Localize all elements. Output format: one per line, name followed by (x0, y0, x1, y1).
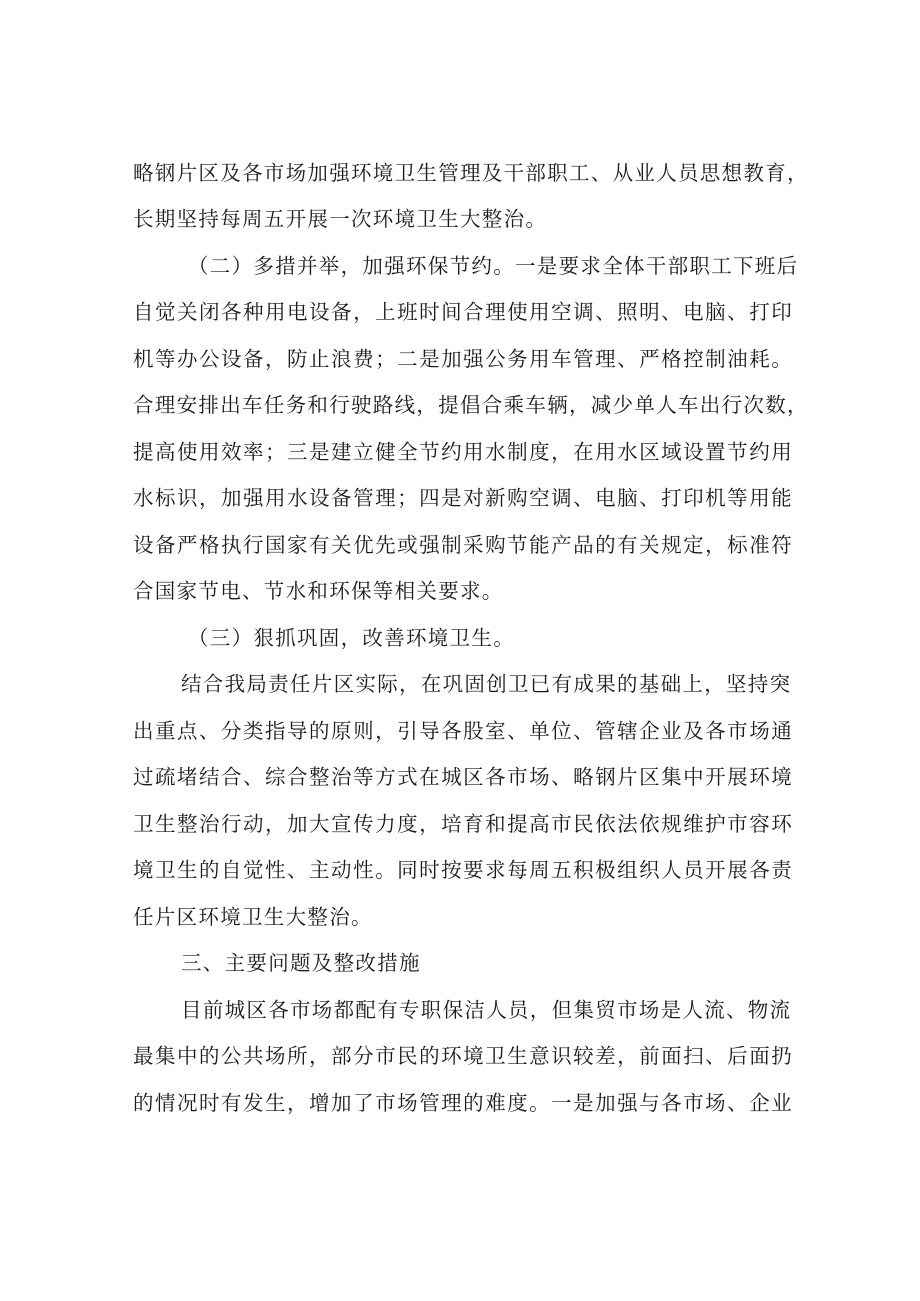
body-text-line: 最集中的公共场所，部分市民的环境卫生意识较差，前面扫、后面扔 (133, 1044, 793, 1068)
body-text-line: 设备严格执行国家有关优先或强制采购节能产品的有关规定，标准符 (133, 533, 793, 557)
body-text-line: 的情况时有发生，增加了市场管理的难度。一是加强与各市场、企业 (133, 1091, 793, 1115)
body-text-line: 提高使用效率；三是建立健全节约用水制度，在用水区域设置节约用 (133, 440, 793, 464)
body-text-line: 出重点、分类指导的原则，引导各股室、单位、管辖企业及各市场通 (133, 719, 793, 743)
body-text-line: 略钢片区及各市场加强环境卫生管理及干部职工、从业人员思想教育， (133, 161, 809, 185)
chapter-heading: 三、主要问题及整改措施 (181, 951, 421, 975)
body-text-line: 长期坚持每周五开展一次环境卫生大整治。 (133, 207, 548, 231)
body-text-line: 合国家节电、节水和环保等相关要求。 (133, 579, 504, 603)
body-text-line: 水标识，加强用水设备管理；四是对新购空调、电脑、打印机等用能 (133, 486, 793, 510)
body-text-line: 目前城区各市场都配有专职保洁人员，但集贸市场是人流、物流 (181, 998, 792, 1022)
section-heading-2: （二）多措并举，加强环保节约。一是要求全体干部职工下班后 (188, 254, 799, 278)
body-text-line: 境卫生的自觉性、主动性。同时按要求每周五积极组织人员开展各责 (133, 858, 793, 882)
body-text-line: 自觉关闭各种用电设备，上班时间合理使用空调、照明、电脑、打印 (133, 300, 793, 324)
body-text-line: 卫生整治行动，加大宣传力度，培育和提高市民依法依规维护市容环 (133, 812, 793, 836)
body-text-line: 过疏堵结合、综合整治等方式在城区各市场、略钢片区集中开展环境 (133, 765, 793, 789)
section-heading-3: （三）狠抓巩固，改善环境卫生。 (188, 626, 515, 650)
body-text-line: 合理安排出车任务和行驶路线，提倡合乘车辆，减少单人车出行次数， (133, 393, 809, 417)
body-text-line: 任片区环境卫生大整治。 (133, 905, 373, 929)
body-text-line: 机等办公设备，防止浪费；二是加强公务用车管理、严格控制油耗。 (133, 347, 793, 371)
body-text-line: 结合我局责任片区实际，在巩固创卫已有成果的基础上，坚持突 (181, 672, 792, 696)
